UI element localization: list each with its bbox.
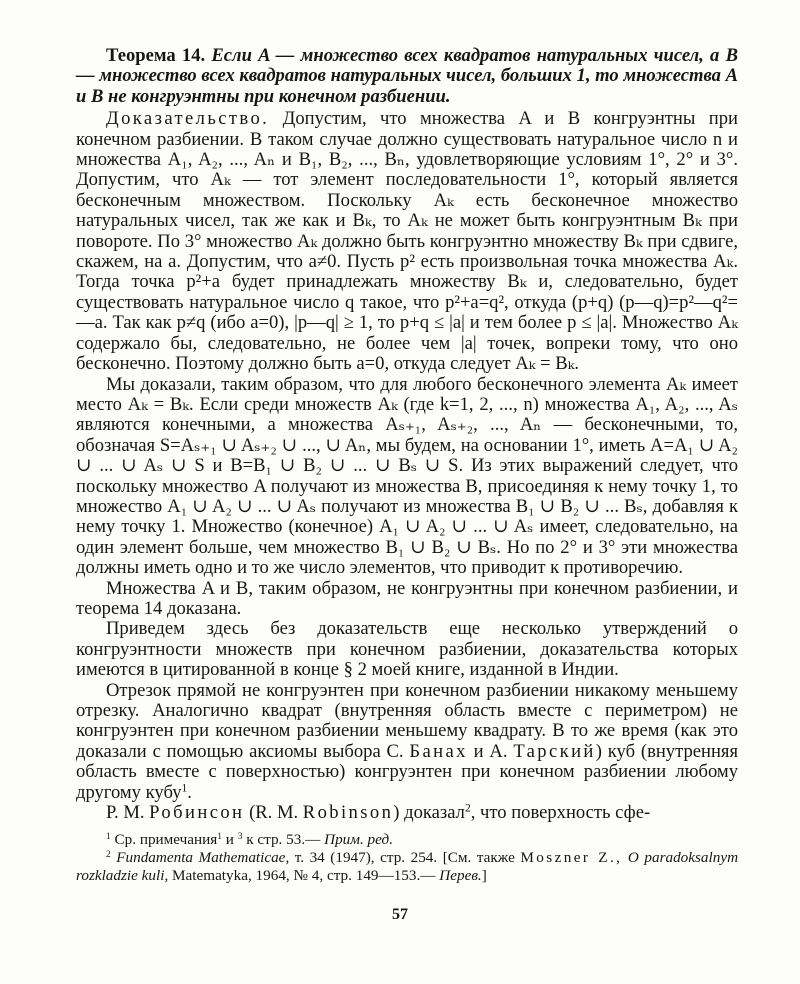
page-body: [76, 46, 738, 885]
footnote-sup: 3: [237, 832, 243, 843]
paragraph-conclusion-infinite: Мы доказали, таким образом, что для любого бесконечного элемента Aₖ имеет место Aₖ = Bₖ. Если среди множеств Aₖ (где k=1, 2, ..., n) множества A₁, A₂, ..., Aₛ являются конечными, а множества Aₛ₊₁, Aₛ₊₂, ..., Aₙ — бесконечными, то, обозначая S=Aₛ₊₁ ∪ Aₛ₊₂ ∪ ..., ∪ Aₙ, мы будем, на основании 1°, иметь A=A₁ ∪ A₂ ∪ ... ∪ Aₛ ∪ S и B=B₁ ∪ B₂ ∪ ... ∪ Bₛ ∪ S. Из этих выражений следует, что поскольку множество A получают из множества B, присоединяя к нему точку 1, то множество A₁ ∪ A₂ ∪ ... ∪ Aₛ получают из множества B₁ ∪ B₂ ∪ ... Bₛ, добавляя к нему точку 1. Множество (конечное) A₁ ∪ A₂ ∪ ... ∪ Aₛ имеет, следовательно, на один элемент больше, чем множество B₁ ∪ B₂ ∪ Bₛ. Но по 2° и 3° эти множества должны иметь одно и то же число элементов, что приводит к противоречию.: [76, 373, 738, 579]
footnote-mark: 2: [106, 850, 111, 861]
text-run: .: [187, 781, 192, 803]
paragraph-robinson: [76, 803, 738, 823]
theorem-label: Теорема 14.: [106, 45, 206, 66]
footnote-ref-2: 2: [464, 802, 471, 815]
author-moszner: Moszner Z.,: [520, 849, 623, 867]
translator-note: Перев.: [439, 867, 482, 885]
text-run: и А.: [473, 740, 508, 762]
text-run: Ср. примечания: [114, 831, 218, 849]
footnote-ref-1: 1: [181, 782, 188, 795]
author-robinson-ru: Робинсон: [149, 802, 245, 824]
footnotes: [76, 831, 738, 885]
author-banach: Банах: [409, 740, 468, 762]
text-run: ) доказал: [393, 802, 465, 824]
author-robinson-en: Robinson: [302, 802, 394, 824]
proof-label: Доказательство.: [106, 108, 270, 130]
footnote-sup: 1: [217, 832, 222, 843]
theorem-14: [76, 46, 738, 107]
text-run: , что поверхность сфе-: [470, 802, 651, 824]
footnote-mark: 1: [106, 832, 111, 843]
author-tarski: Тарский: [513, 740, 596, 762]
paragraph-further-statements: Приведем здесь без доказательств еще несколько утверждений о конгруэнтности множеств при конечном разбиении, доказательства которых имеются в цитированной в конце § 2 моей книге, изданной в Индии.: [76, 618, 738, 681]
text-run: , т. 34 (1947), стр. 254. [См. также: [285, 849, 515, 867]
proof-text: Допустим, что множества A и B конгруэнтны при конечном разбиении. В таком случае должно существовать натуральное число n и множества A₁, A₂, ..., Aₙ и B₁, B₂, ..., Bₙ, удовлетворяющие условиям 1°, 2° и 3°. Допустим, что Aₖ — тот элемент последовательности 1°, который является бесконечным множеством. Поскольку Aₖ есть бесконечное множество натуральных чисел, так же как и Bₖ, то Aₖ не может быть конгруэнтным Bₖ при повороте. По 3° множество Aₖ должно быть конгруэнтно множеству Bₖ при сдвиге, скажем, на a. Допустим, что a≠0. Пусть p² есть произвольная точка множества Aₖ. Тогда точка p²+a будет принадлежать множеству Bₖ и, следовательно, будет существовать натуральное число q такое, что p²+a=q², откуда (p+q) (p—q)=p²—q²=—a. Так как p≠q (ибо a=0), |p—q| ≥ 1, то p+q ≤ |a| и тем более p ≤ |a|. Множество Aₖ содержало бы, следовательно, не более чем |a| точек, вопреки тому, что оно бесконечно. Поэтому должно быть a=0, откуда следует Aₖ = Bₖ.: [76, 108, 738, 375]
text-run: Р. М.: [106, 802, 145, 824]
journal-title: Fundamenta Mathematicae: [116, 849, 286, 867]
paragraph-theorem-proved: Множества A и B, таким образом, не конгруэнтны при конечном разбиении, и теорема 14 доказана.: [76, 577, 738, 619]
page-number: 57: [392, 906, 408, 923]
proof-paragraph: [76, 109, 738, 374]
editor-note: Прим. ред.: [324, 831, 393, 849]
text-run: к стр. 53.—: [246, 831, 321, 849]
article-title: O paradoksalnym rozkladzie kuli: [76, 849, 739, 885]
text-run: Отрезок прямой не конгруэнтен при конечном разбиении никакому меньшему отрезку. Аналогично квадрат (внутренняя область вместе с периметром) не конгруэнтен при конечном разбиении меньшему квадрату. В то же время (как это доказали с помощью аксиомы выбора С.: [76, 679, 738, 762]
paragraph-segment-square-cube: [76, 681, 738, 803]
footnote-1: [76, 831, 738, 849]
theorem-statement: Если A — множество всех квадратов натуральных чисел, a B — множество всех квадратов натуральных чисел, больших 1, то множества A и B не конгруэнтны при конечном разбиении.: [76, 45, 738, 107]
text-run: ) куб (внутренняя область вместе с поверхностью) конгруэнтен при конечном разбиении любому другому кубу: [76, 740, 739, 803]
text-run: , Matematyka, 1964, № 4, стр. 149—153.—: [164, 867, 436, 885]
footnote-2: $^2$ Fundamenta Mathematicae, т. 34 (1947), стр. 254. [См. также Moszner Z., O paradoksalnym rozkladzie kuli, Matematyka, 1964, № 4, стр. 149—153.— Перев.]: [76, 849, 739, 885]
text-run: (R. M.: [249, 802, 299, 824]
text-run: и: [225, 831, 234, 849]
